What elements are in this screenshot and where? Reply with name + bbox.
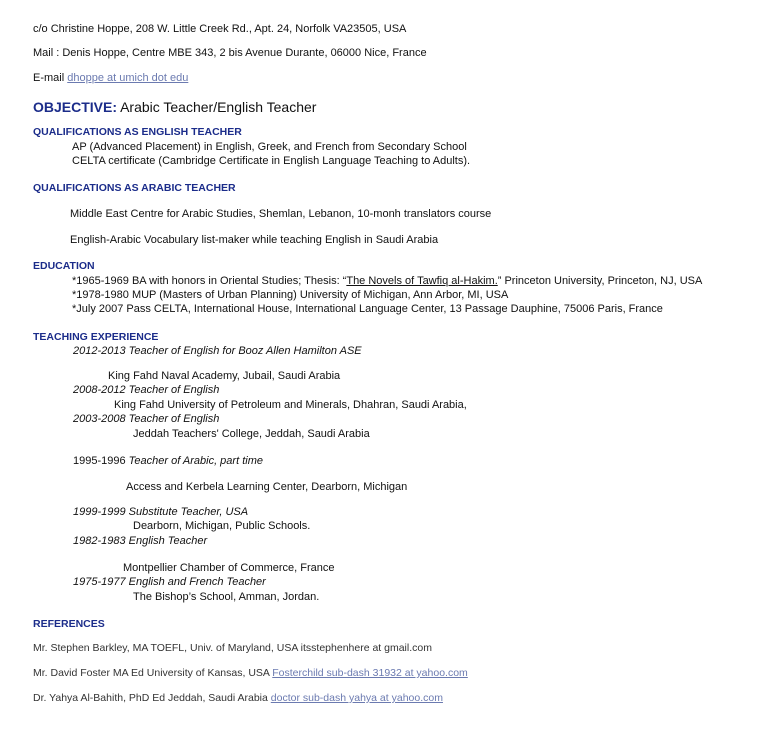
thesis-title: The Novels of Tawfiq al-Hakim. [346,275,498,287]
teaching-line-14: The Bishop’s School, Amman, Jordan. [133,591,320,603]
email-link[interactable]: dhoppe at umich dot edu [67,72,189,84]
references-heading: REFERENCES [33,618,105,630]
teaching-line-9: 1999-1999 Substitute Teacher, USA [73,506,249,518]
reference-3 [33,692,443,705]
teaching-line-3: 2008-2012 Teacher of English [73,384,220,396]
qual-english-heading: QUALIFICATIONS AS ENGLISH TEACHER [33,126,242,138]
qual-english-line-2: CELTA certificate (Cambridge Certificate in English Language Teaching to Adults). [72,155,471,167]
reference-3-link[interactable]: doctor sub-dash yahya at yahoo.com [270,692,443,704]
qual-arabic-heading: QUALIFICATIONS AS ARABIC TEACHER [33,182,236,194]
teaching-line-7-role: Teacher of Arabic, part time [128,455,263,467]
address-line-2: Mail : Denis Hoppe, Centre MBE 343, 2 bis Avenue Durante, 06000 Nice, France [33,47,427,59]
teaching-line-2: King Fahd Naval Academy, Jubail, Saudi Arabia [108,370,341,382]
qual-english-line-1: AP (Advanced Placement) in English, Greek, and French from Secondary School [72,141,467,153]
education-line-1-post: ” Princeton University, Princeton, NJ, USA [497,275,703,287]
education-line-3: *July 2007 Pass CELTA, International House, International Language Center, 13 Passage Dauphine, 75006 Paris, France [72,303,663,315]
teaching-line-1: 2012-2013 Teacher of English for Booz Allen Hamilton ASE [73,345,362,357]
teaching-line-6: Jeddah Teachers' College, Jeddah, Saudi Arabia [133,428,370,440]
reference-3-text: Dr. Yahya Al-Bahith, PhD Ed Jeddah, Saudi Arabia [33,692,268,704]
education-line-1-pre: *1965-1969 BA with honors in Oriental Studies; Thesis: “ [72,275,347,287]
education-line-1 [72,275,702,288]
teaching-line-10: Dearborn, Michigan, Public Schools. [133,520,311,532]
reference-1: Mr. Stephen Barkley, MA TOEFL, Univ. of Maryland, USA itsstephenhere at gmail.com [33,642,432,654]
teaching-line-5: 2003-2008 Teacher of English [73,413,220,425]
objective-text: Arabic Teacher/English Teacher [120,99,317,115]
qual-arabic-line-1: Middle East Centre for Arabic Studies, Shemlan, Lebanon, 10-monh translators course [70,208,492,220]
education-line-2: *1978-1980 MUP (Masters of Urban Planning) University of Michigan, Ann Arbor, MI, USA [72,289,509,301]
teaching-line-12: Montpellier Chamber of Commerce, France [123,562,335,574]
teaching-heading: TEACHING EXPERIENCE [33,331,159,343]
teaching-line-8: Access and Kerbela Learning Center, Dearborn, Michigan [126,481,408,493]
teaching-line-7: 1995-1996 Teacher of Arabic, part time [73,455,263,467]
objective [33,99,316,117]
teaching-line-4: King Fahd University of Petroleum and Minerals, Dhahran, Saudi Arabia, [114,399,467,411]
objective-label: OBJECTIVE: [33,99,118,115]
reference-2 [33,667,468,680]
reference-2-text: Mr. David Foster MA Ed University of Kansas, USA [33,667,270,679]
email-row [33,72,188,85]
teaching-line-11: 1982-1983 English Teacher [73,535,208,547]
email-label: E-mail [33,72,65,84]
qual-arabic-line-2: English-Arabic Vocabulary list-maker while teaching English in Saudi Arabia [70,234,439,246]
reference-2-link[interactable]: Fosterchild sub-dash 31932 at yahoo.com [272,667,468,679]
education-heading: EDUCATION [33,260,95,272]
address-line-1: c/o Christine Hoppe, 208 W. Little Creek Rd., Apt. 24, Norfolk VA23505, USA [33,23,407,35]
teaching-line-13: 1975-1977 English and French Teacher [73,576,266,588]
